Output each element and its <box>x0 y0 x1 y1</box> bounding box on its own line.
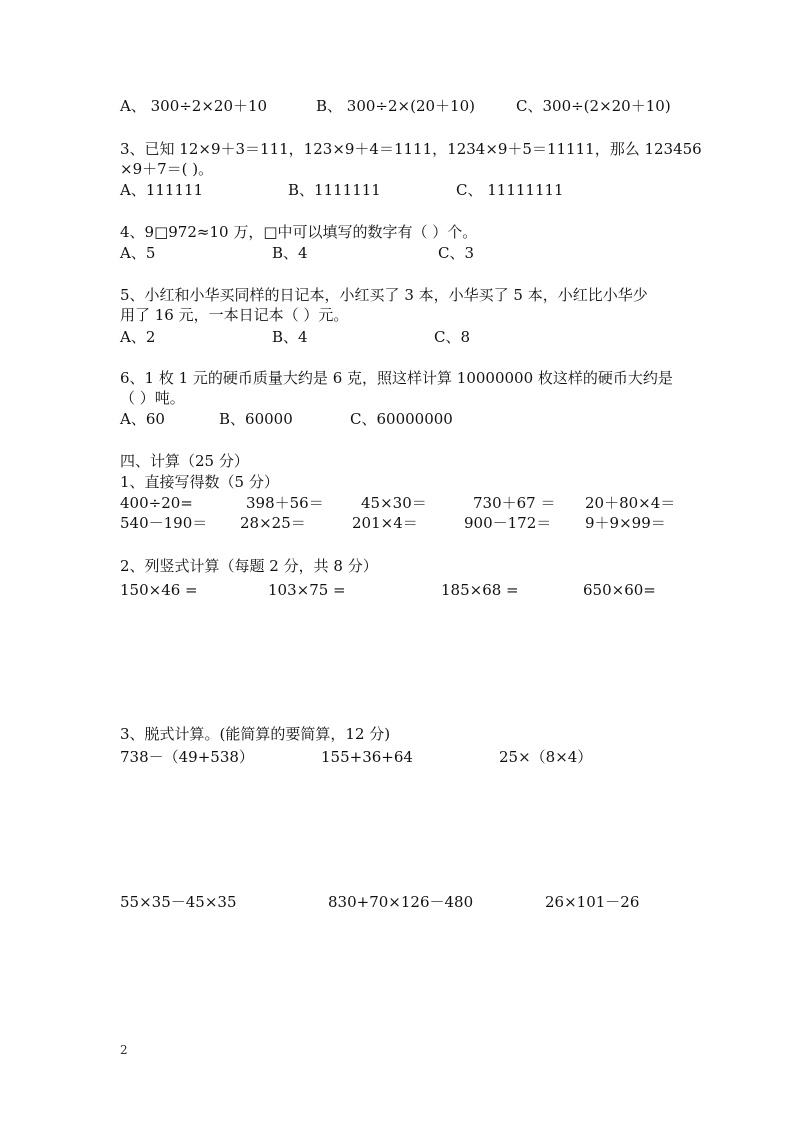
mental-calc-item: 45×30＝ <box>361 494 427 512</box>
q6-stem-line1: 6、1 枚 1 元的硬币质量大约是 6 克，照这样计算 10000000 枚这样的硬币大约是 <box>120 369 673 387</box>
q5-option-c: C、8 <box>434 328 471 346</box>
part3-title: 3、脱式计算。(能简算的要简算，12 分) <box>120 725 391 743</box>
vertical-calc-item: 650×60= <box>583 581 656 599</box>
stepwise-calc-item: 738－（49+538） <box>120 748 254 766</box>
part1-title: 1、直接写得数（5 分） <box>120 473 279 491</box>
q2-option-a: A、 300÷2×20＋10 <box>120 97 268 115</box>
q6-option-b: B、60000 <box>219 410 293 428</box>
vertical-calc-item: 185×68 = <box>441 581 519 599</box>
q2-option-c: C、300÷(2×20＋10) <box>516 97 671 115</box>
stepwise-calc-item: 155+36+64 <box>321 748 413 766</box>
stepwise-calc-item: 26×101－26 <box>545 893 640 911</box>
q3-stem-line1: 3、已知 12×9＋3＝111，123×9＋4＝1111，1234×9＋5＝11111，那么 123456 <box>120 140 702 158</box>
q5-stem-line2: 用了 16 元，一本日记本（ ）元。 <box>120 306 349 324</box>
mental-calc-item: 398＋56＝ <box>246 494 324 512</box>
q6-option-c: C、60000000 <box>350 410 453 428</box>
q2-option-b: B、 300÷2×(20＋10) <box>316 97 475 115</box>
stepwise-calc-item: 830+70×126－480 <box>328 893 474 911</box>
q4-stem: 4、9□972≈10 万，□中可以填写的数字有（ ）个。 <box>120 223 478 241</box>
stepwise-calc-item: 55×35－45×35 <box>120 893 237 911</box>
q5-option-b: B、4 <box>272 328 308 346</box>
part2-title: 2、列竖式计算（每题 2 分，共 8 分） <box>120 557 378 575</box>
q3-option-b: B、1111111 <box>288 181 381 199</box>
vertical-calc-item: 150×46 = <box>120 581 198 599</box>
q4-option-c: C、3 <box>438 244 475 262</box>
q4-option-b: B、4 <box>272 244 308 262</box>
mental-calc-item: 9＋9×99＝ <box>585 514 666 532</box>
mental-calc-item: 20＋80×4＝ <box>585 494 676 512</box>
mental-calc-item: 900－172＝ <box>464 514 552 532</box>
section-title: 四、计算（25 分） <box>120 452 249 470</box>
q3-stem-line2: ×9＋7＝( )。 <box>120 160 214 178</box>
q3-option-c: C、 11111111 <box>456 181 564 199</box>
q5-option-a: A、2 <box>120 328 156 346</box>
mental-calc-item: 28×25＝ <box>240 514 306 532</box>
mental-calc-item: 730＋67 ＝ <box>473 494 556 512</box>
stepwise-calc-item: 25×（8×4） <box>499 748 593 766</box>
page-number: 2 <box>120 1043 128 1057</box>
mental-calc-item: 201×4＝ <box>352 514 418 532</box>
vertical-calc-item: 103×75 = <box>268 581 346 599</box>
q4-option-a: A、5 <box>120 244 156 262</box>
mental-calc-item: 540－190＝ <box>120 514 208 532</box>
q5-stem-line1: 5、小红和小华买同样的日记本，小红买了 3 本，小华买了 5 本，小红比小华少 <box>120 286 648 304</box>
q6-stem-line2: （ ）吨。 <box>120 389 185 407</box>
mental-calc-item: 400÷20= <box>120 494 193 512</box>
q3-option-a: A、111111 <box>120 181 204 199</box>
q6-option-a: A、60 <box>120 410 165 428</box>
